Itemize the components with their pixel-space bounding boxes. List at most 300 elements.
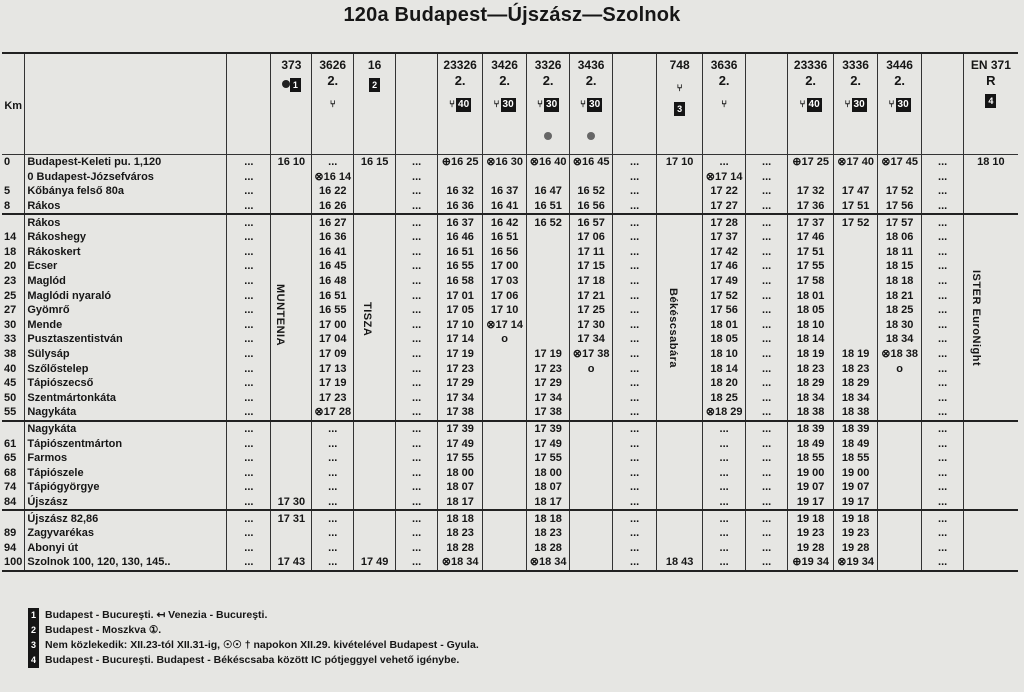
km-cell: 0 (4, 156, 11, 169)
time-cell (964, 540, 1018, 555)
time-cell: ... (613, 526, 657, 541)
time-cell: 16 48 (312, 274, 354, 289)
time-cell: ... (396, 288, 438, 303)
time-cell: ... (312, 555, 354, 571)
train-class: 2. (850, 73, 862, 88)
time-cell (964, 555, 1018, 571)
footnote-text: Budapest - Bucureşti. Budapest - Békéscsaba között IC pótjeggyel vehető igénybe. (45, 654, 460, 666)
time-cell: ... (746, 199, 788, 215)
timetable-row (2, 376, 1018, 391)
time-cell: 17 49 (438, 436, 483, 451)
time-cell: 18 15 (878, 259, 922, 274)
time-cell (878, 451, 922, 466)
time-cell: ... (746, 540, 788, 555)
time-cell: 17 09 (312, 347, 354, 362)
train-class: 2. (585, 73, 597, 88)
time-cell (964, 376, 1018, 391)
note-badge: 3 (674, 102, 685, 116)
time-cell: 16 41 (312, 245, 354, 260)
time-cell: ... (922, 245, 964, 260)
time-cell (570, 170, 613, 185)
time-cell: 18 18 (527, 510, 570, 526)
time-cell: 19 23 (834, 526, 878, 541)
time-cell (483, 170, 527, 185)
time-cell: 18 28 (438, 540, 483, 555)
km-cell (2, 170, 25, 185)
time-cell: 18 17 (438, 495, 483, 511)
time-cell: 18 23 (788, 361, 834, 376)
time-cell: 17 21 (570, 288, 613, 303)
time-cell (483, 495, 527, 511)
time-cell: ... (227, 199, 271, 215)
time-cell (964, 510, 1018, 526)
time-cell: ... (396, 555, 438, 571)
time-cell: 16 55 (312, 303, 354, 318)
time-cell: ⊕17 25 (788, 155, 834, 170)
station-name: Tápiószecső (25, 376, 227, 391)
time-cell: 17 38 (527, 405, 570, 421)
time-cell: ... (746, 391, 788, 406)
interval-badge: 40 (808, 99, 820, 110)
bicycle-icon: ⑂ (329, 99, 336, 110)
time-cell: ⊗18 34 (527, 555, 570, 571)
timetable-row (2, 451, 1018, 466)
time-cell: 18 43 (657, 555, 703, 571)
timetable-row (2, 526, 1018, 541)
time-cell: ... (746, 332, 788, 347)
time-cell: 17 10 (483, 303, 527, 318)
time-cell: 18 34 (834, 391, 878, 406)
time-cell (964, 245, 1018, 260)
time-cell (964, 170, 1018, 185)
time-cell: 19 17 (788, 495, 834, 511)
bekescsabara-label: Békéscsabára (667, 288, 679, 369)
time-cell: 17 51 (788, 245, 834, 260)
timetable-row (2, 540, 1018, 555)
footnote-text: Nem közlekedik: XII.23-tól XII.31-ig, ☉☉ † napokon XII.29. kivételével Budapest - Gyula. (45, 639, 479, 651)
time-cell: ... (227, 465, 271, 480)
time-cell: 17 43 (271, 555, 312, 571)
km-cell: 38 (4, 348, 17, 361)
time-cell: ... (746, 510, 788, 526)
dining-icon (282, 80, 290, 88)
time-cell: ... (312, 465, 354, 480)
time-cell: 17 27 (703, 199, 746, 215)
time-cell: 16 56 (483, 245, 527, 260)
note-badge: 4 (985, 94, 996, 108)
station-name: Farmos (25, 451, 227, 466)
time-cell: 16 32 (438, 184, 483, 199)
time-cell: 18 05 (703, 332, 746, 347)
time-cell: 17 23 (527, 361, 570, 376)
km-cell: 61 (4, 437, 17, 450)
time-cell: 16 58 (438, 274, 483, 289)
time-cell: ... (227, 540, 271, 555)
timetable (2, 52, 1018, 572)
time-cell (834, 170, 878, 185)
time-cell (570, 495, 613, 511)
timetable-body (2, 155, 1018, 571)
time-cell (271, 199, 312, 215)
time-cell: ... (396, 347, 438, 362)
time-cell: 16 37 (438, 214, 483, 230)
time-cell (354, 332, 396, 347)
time-cell (483, 540, 527, 555)
train-number: 3636 (710, 58, 738, 72)
time-cell: ... (227, 184, 271, 199)
time-cell: 16 10 (271, 155, 312, 170)
km-cell (2, 421, 25, 437)
time-cell (271, 465, 312, 480)
time-cell: 18 00 (527, 465, 570, 480)
time-cell (483, 451, 527, 466)
time-cell (271, 540, 312, 555)
time-cell: 19 00 (834, 465, 878, 480)
train-class: 2. (718, 73, 730, 88)
time-cell: ⊗18 29 (703, 405, 746, 421)
time-cell: ... (396, 274, 438, 289)
time-cell (878, 540, 922, 555)
time-cell: ... (312, 421, 354, 437)
station-name: Újszász (25, 495, 227, 511)
time-cell (483, 347, 527, 362)
time-cell (271, 259, 312, 274)
time-cell: 18 49 (788, 436, 834, 451)
time-cell: ... (746, 421, 788, 437)
time-cell (964, 391, 1018, 406)
time-cell: ⊗18 34 (438, 555, 483, 571)
km-cell: 50 (4, 391, 17, 404)
time-cell: 16 42 (483, 214, 527, 230)
page-title: 120a Budapest—Újszász—Szolnok (343, 4, 681, 26)
time-cell: 17 34 (570, 332, 613, 347)
time-cell (483, 555, 527, 571)
time-cell: ... (312, 155, 354, 170)
time-cell (354, 510, 396, 526)
time-cell (527, 230, 570, 245)
time-cell: 17 29 (438, 376, 483, 391)
time-cell (657, 274, 703, 289)
time-cell: ... (396, 318, 438, 333)
time-cell (527, 274, 570, 289)
time-cell: ... (227, 288, 271, 303)
time-cell (657, 361, 703, 376)
time-cell: ... (396, 540, 438, 555)
time-cell: ... (227, 155, 271, 170)
time-cell: ... (227, 436, 271, 451)
station-name: Budapest-Keleti pu. 1,120 (25, 155, 227, 170)
time-cell (527, 303, 570, 318)
time-cell (964, 495, 1018, 511)
time-cell: ... (613, 199, 657, 215)
interval-badge: 40 (458, 99, 470, 110)
time-cell: 17 23 (312, 391, 354, 406)
station-name: Pusztaszentistván (25, 332, 227, 347)
time-cell (354, 465, 396, 480)
time-cell: 17 55 (527, 451, 570, 466)
time-cell (354, 526, 396, 541)
time-cell: o (483, 332, 527, 347)
time-cell: ... (227, 332, 271, 347)
time-cell: ... (227, 451, 271, 466)
time-cell: 17 11 (570, 245, 613, 260)
bicycle-icon: ⑂ 30 (844, 99, 865, 110)
footnote-text: Budapest - Bucureşti. ↤ Venezia - Bucureşti. (45, 609, 268, 621)
train-header (703, 53, 746, 155)
time-cell: ... (396, 155, 438, 170)
km-cell (2, 510, 25, 526)
time-cell: ... (922, 332, 964, 347)
time-cell: ... (922, 451, 964, 466)
train-number: EN 371 (970, 58, 1011, 72)
footnote (28, 608, 479, 623)
bicycle-icon: ⑂ 40 (449, 99, 470, 110)
time-cell (834, 245, 878, 260)
footnote-number: 4 (28, 653, 39, 668)
time-cell: 18 30 (878, 318, 922, 333)
time-cell: 17 52 (834, 214, 878, 230)
time-cell: ⊗16 30 (483, 155, 527, 170)
time-cell (271, 526, 312, 541)
time-cell (527, 332, 570, 347)
time-cell (878, 465, 922, 480)
time-cell: 17 42 (703, 245, 746, 260)
time-cell: 18 38 (834, 405, 878, 421)
station-name: Zagyvarékas (25, 526, 227, 541)
time-cell: ... (746, 376, 788, 391)
km-cell: 33 (4, 333, 17, 346)
time-cell (834, 318, 878, 333)
time-cell: 18 55 (788, 451, 834, 466)
time-cell: ... (396, 259, 438, 274)
km-cell (2, 214, 25, 230)
time-cell (964, 421, 1018, 437)
time-cell (483, 526, 527, 541)
time-cell (354, 540, 396, 555)
time-cell: 17 34 (438, 391, 483, 406)
time-cell (964, 436, 1018, 451)
time-cell: ... (746, 214, 788, 230)
time-cell: 17 19 (527, 347, 570, 362)
km-cell: 23 (4, 275, 17, 288)
time-cell: ... (227, 303, 271, 318)
time-cell: ... (312, 480, 354, 495)
time-cell (964, 526, 1018, 541)
time-cell (271, 376, 312, 391)
time-cell: ... (613, 376, 657, 391)
train-number: 748 (669, 58, 690, 72)
train-header (834, 53, 878, 155)
km-cell: 68 (4, 466, 17, 479)
time-cell: 17 36 (788, 199, 834, 215)
time-cell: ... (396, 361, 438, 376)
time-cell (271, 214, 312, 230)
time-cell (657, 421, 703, 437)
interval-badge: 30 (502, 99, 514, 110)
time-cell (570, 391, 613, 406)
time-cell: 17 30 (271, 495, 312, 511)
time-cell: ... (613, 361, 657, 376)
time-cell: 18 05 (788, 303, 834, 318)
time-cell: ... (613, 274, 657, 289)
time-cell (354, 347, 396, 362)
station-name: Szőlőstelep (25, 361, 227, 376)
time-cell: ... (312, 495, 354, 511)
time-cell: ... (396, 214, 438, 230)
time-cell: ... (922, 480, 964, 495)
time-cell: 17 13 (312, 361, 354, 376)
time-cell: 18 23 (834, 361, 878, 376)
train-number: 3626 (319, 58, 347, 72)
time-cell: ... (613, 480, 657, 495)
train-number: 23326 (443, 58, 477, 72)
bullet-icon (544, 132, 552, 140)
time-cell (964, 199, 1018, 215)
time-cell: 18 19 (834, 347, 878, 362)
time-cell: 17 23 (438, 361, 483, 376)
time-cell: 19 23 (788, 526, 834, 541)
km-cell: 45 (4, 377, 17, 390)
time-cell (354, 421, 396, 437)
time-cell: ... (922, 170, 964, 185)
train-header (396, 53, 438, 155)
time-cell: ... (746, 436, 788, 451)
time-cell: ... (746, 405, 788, 421)
time-cell: ... (396, 451, 438, 466)
km-cell: 5 (4, 185, 11, 198)
time-cell: 17 28 (703, 214, 746, 230)
time-cell: 16 51 (527, 199, 570, 215)
time-cell: ... (613, 245, 657, 260)
time-cell: ... (922, 495, 964, 511)
time-cell (657, 230, 703, 245)
time-cell: ... (703, 465, 746, 480)
time-cell: ... (396, 465, 438, 480)
time-cell (878, 480, 922, 495)
time-cell: ⊗16 40 (527, 155, 570, 170)
time-cell (483, 376, 527, 391)
km-cell: 20 (4, 260, 17, 273)
time-cell (834, 332, 878, 347)
time-cell (354, 245, 396, 260)
time-cell: 18 29 (788, 376, 834, 391)
time-cell: 17 05 (438, 303, 483, 318)
timetable-row (2, 421, 1018, 437)
time-cell: ... (922, 288, 964, 303)
time-cell: ... (613, 230, 657, 245)
station-name: Maglódi nyaraló (25, 288, 227, 303)
time-cell (483, 405, 527, 421)
time-cell: 18 38 (788, 405, 834, 421)
time-cell: ... (922, 465, 964, 480)
timetable-row (2, 259, 1018, 274)
time-cell: ... (613, 436, 657, 451)
train-class: 2. (894, 73, 906, 88)
time-cell: ... (312, 436, 354, 451)
station-name: Tápiógyörgye (25, 480, 227, 495)
train-header (922, 53, 964, 155)
time-cell: ... (703, 555, 746, 571)
time-cell (271, 245, 312, 260)
time-cell: ... (227, 480, 271, 495)
train-header (483, 53, 527, 155)
train-class: 2. (542, 73, 554, 88)
timetable-row (2, 318, 1018, 333)
time-cell: 17 00 (483, 259, 527, 274)
time-cell: ... (746, 465, 788, 480)
time-cell: ... (613, 405, 657, 421)
time-cell (657, 288, 703, 303)
interval-badge: 30 (897, 99, 909, 110)
time-cell: ... (922, 230, 964, 245)
interval-badge: 30 (853, 99, 865, 110)
time-cell: ... (746, 170, 788, 185)
time-cell (354, 288, 396, 303)
time-cell: 17 49 (527, 436, 570, 451)
time-cell: 18 18 (438, 510, 483, 526)
time-cell: 18 39 (788, 421, 834, 437)
time-cell (354, 318, 396, 333)
bicycle-icon: ⑂ 30 (580, 99, 601, 110)
time-cell: 19 28 (834, 540, 878, 555)
time-cell: ⊗17 40 (834, 155, 878, 170)
time-cell: 17 52 (878, 184, 922, 199)
time-cell: 17 30 (570, 318, 613, 333)
time-cell (354, 199, 396, 215)
time-cell (354, 303, 396, 318)
time-cell: 19 18 (788, 510, 834, 526)
timetable-row (2, 495, 1018, 511)
time-cell: 18 11 (878, 245, 922, 260)
time-cell (834, 274, 878, 289)
time-cell: ... (746, 318, 788, 333)
train-number: 3446 (886, 58, 913, 72)
time-cell: 17 19 (312, 376, 354, 391)
time-cell: ⊗19 34 (834, 555, 878, 571)
time-cell: ... (746, 495, 788, 511)
time-cell (878, 526, 922, 541)
km-cell: 30 (4, 318, 17, 331)
time-cell (271, 451, 312, 466)
station-name: Maglód (25, 274, 227, 289)
time-cell (657, 199, 703, 215)
time-cell (483, 465, 527, 480)
station-name: Szentmártonkáta (25, 391, 227, 406)
time-cell: ... (613, 421, 657, 437)
time-cell: 18 49 (834, 436, 878, 451)
time-cell: 18 10 (788, 318, 834, 333)
timetable-row (2, 199, 1018, 215)
footnote (28, 653, 479, 668)
time-cell: ... (746, 451, 788, 466)
time-cell: ... (746, 288, 788, 303)
time-cell: 18 21 (878, 288, 922, 303)
time-cell (657, 259, 703, 274)
train-number: 373 (281, 58, 302, 72)
time-cell: 18 10 (964, 155, 1018, 170)
time-cell: ... (922, 391, 964, 406)
time-cell: ... (613, 465, 657, 480)
time-cell (878, 405, 922, 421)
station-name: Ecser (25, 259, 227, 274)
km-cell: 40 (4, 362, 17, 375)
bicycle-icon: ⑂ (676, 83, 683, 94)
train-header (878, 53, 922, 155)
train-header (527, 53, 570, 155)
station-name: Újszász 82,86 (25, 510, 227, 526)
timetable-row (2, 361, 1018, 376)
station-name: Abonyi út (25, 540, 227, 555)
